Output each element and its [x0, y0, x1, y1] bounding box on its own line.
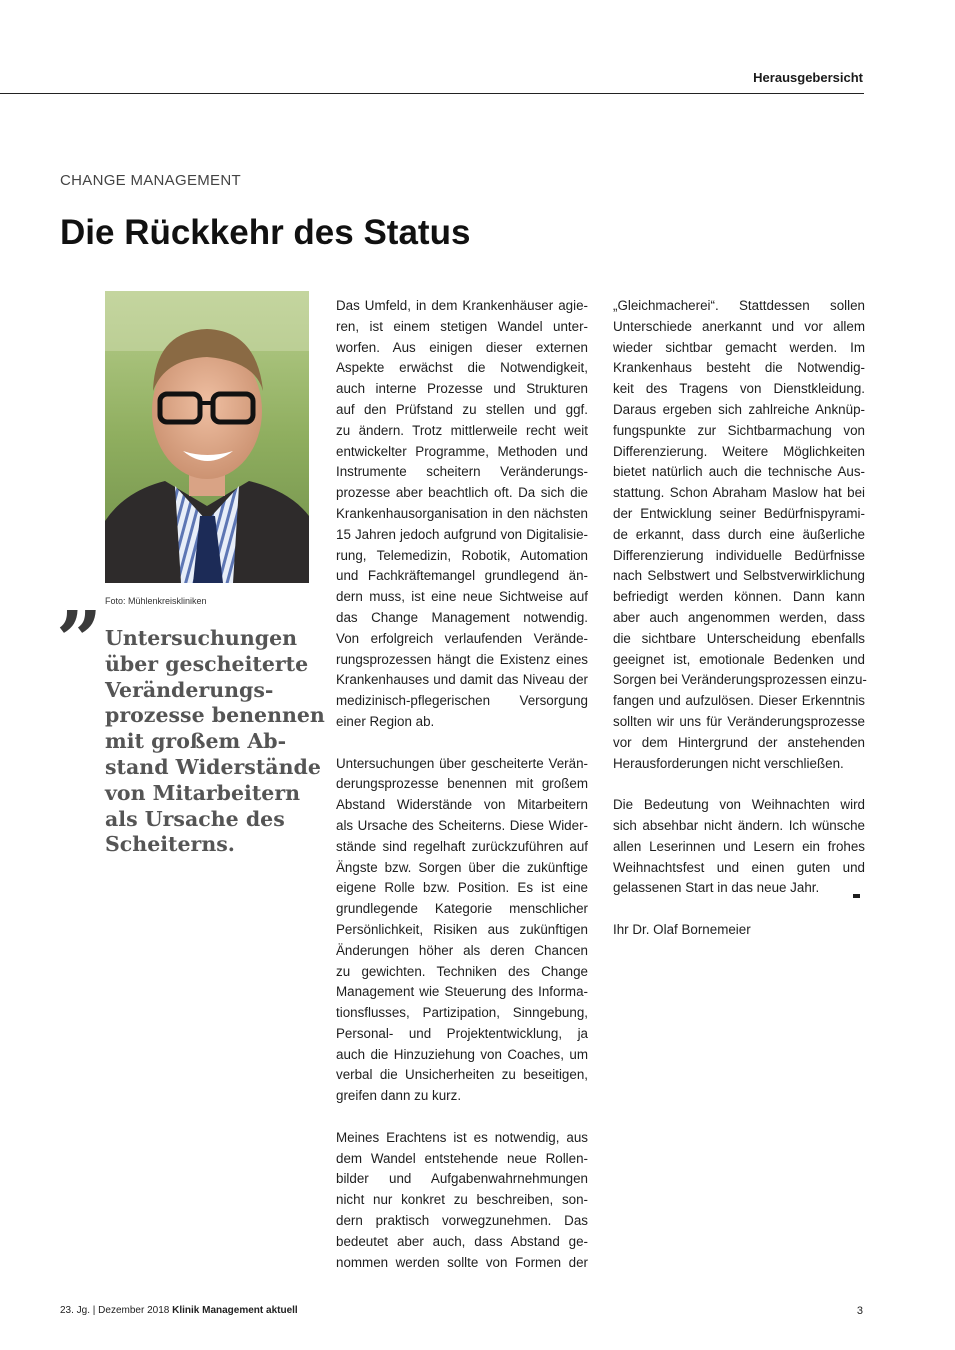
article-end-mark	[853, 894, 860, 898]
body-line: verbal die Unsicherheiten zu beseitigen,	[336, 1067, 588, 1083]
body-line: Herausforderungen nicht verschließen.	[613, 755, 844, 771]
pull-quote-line: stand Widerstände	[105, 754, 321, 779]
body-line: worfen. Aus einigen dieser externen	[336, 339, 588, 355]
body-line: Das Umfeld, in dem Krankenhäuser agie-	[336, 298, 588, 313]
body-line: keit des Tragens von Dienstkleidung.	[613, 381, 865, 397]
body-line: nach Selbstwert und Selbstverwirklichung	[613, 568, 865, 584]
body-line: vor dem Hintergrund der anstehenden	[613, 734, 865, 750]
footer-issue-info	[60, 1305, 298, 1316]
body-line: bedeutet aber auch, dass Abstand ge-	[336, 1233, 588, 1249]
pull-quote	[105, 626, 325, 858]
body-line: prozesse aber beachtlich oft. Da sich die	[336, 485, 588, 501]
pull-quote-line: mit großem Ab-	[105, 729, 287, 754]
body-line: fangen und aufzulösen. Dieser Erkenntnis	[613, 693, 865, 709]
body-line: sollten wir uns für Veränderungsprozesse	[613, 713, 865, 729]
footer-issue: 23. Jg. | Dezember 2018	[60, 1305, 170, 1316]
body-line: befriedigt werden können. Dann kann	[613, 589, 865, 605]
body-line: stattung. Schon Abraham Maslow hat bei	[613, 485, 865, 501]
body-line: Abstand Widerstände von Mitarbeitern	[336, 797, 588, 813]
body-line: „Gleichmacherei“. Stattdessen sollen	[613, 298, 865, 313]
body-line: Krankenhausorganisation in den nächsten	[336, 505, 588, 521]
body-line: Personal- und Projektentwicklung, ja	[336, 1025, 588, 1041]
body-line: auch interne Prozesse und Strukturen	[336, 381, 588, 397]
body-line: derungsprozesse benennen mit großem	[336, 776, 588, 792]
body-line: Untersuchungen über gescheiterte Verän-	[336, 755, 588, 771]
header-rule	[0, 93, 864, 94]
author-photo	[105, 291, 309, 583]
body-line: nicht nur konkret zu beschreiben, son-	[336, 1192, 588, 1208]
footer-journal: Klinik Management aktuell	[172, 1305, 298, 1316]
body-line: einer Region ab.	[336, 713, 435, 729]
body-line: und Fachkräftemangel grundlegend än-	[336, 568, 588, 584]
body-line: Persönlichkeit, Risiken aus zukünftigen	[336, 921, 588, 937]
body-line: rungsprozessen hängt die Existenz eines	[336, 651, 588, 667]
body-line: sich absehbar nicht ändern. Ich wünsche	[613, 817, 865, 833]
body-line: de erkannt, dass durch eine äußerliche	[613, 526, 865, 542]
body-line: bilder und Aufgabenwahrnehmungen	[336, 1171, 588, 1187]
body-column-2	[336, 296, 588, 1273]
body-line: Differenzierung. Weitere Möglichkeiten	[613, 443, 865, 459]
body-line: die sichtbare Unterscheidung ebenfalls	[613, 630, 865, 646]
body-line: Krankenhauses und damit das Niveau der	[336, 672, 588, 688]
pull-quote-line: Veränderungs-	[105, 677, 274, 702]
body-line: geeignet ist, emotionale Bedenken und	[613, 651, 865, 667]
body-line: fungspunkte zur Sichtbarmachung von	[613, 422, 865, 438]
author-signature: Ihr Dr. Olaf Bornemeier	[613, 921, 751, 937]
pull-quote-line: als Ursache des	[105, 806, 285, 831]
body-line: medizinisch-pflegerischen Versorgung	[336, 693, 588, 709]
body-line: auch die Hinzuziehung von Coaches, um	[336, 1046, 588, 1062]
body-line: nommen werden sollte von Formen der	[336, 1254, 588, 1270]
quote-mark-icon: ”	[56, 593, 103, 687]
body-line: zu ändern. Trotz mittlerweile recht weit	[336, 422, 588, 438]
body-line: als Ursache des Scheiterns. Diese Wider-	[336, 817, 588, 833]
body-column-3	[613, 296, 865, 941]
body-line: wieder sichtbar gemacht werden. Im	[613, 339, 865, 355]
body-line: dern muss, ist eine neue Sichtweise auf	[336, 589, 588, 605]
body-line: Änderungen höher als deren Chancen	[336, 942, 588, 958]
body-line: Aspekte erwächst die Notwendigkeit,	[336, 360, 588, 376]
body-line: Krankenhaus besteht die Notwendig-	[613, 360, 865, 376]
body-line: Weihnachtsfest und einen guten und	[613, 859, 865, 875]
body-line: allen Leserinnen und Lesern ein frohes	[613, 838, 865, 854]
body-line: Ängste bzw. Sorgen über die zukünftige	[336, 859, 588, 875]
pull-quote-line: prozesse benennen	[105, 703, 325, 728]
section-label: Herausgebersicht	[753, 70, 863, 85]
body-line: greifen dann zu kurz.	[336, 1088, 462, 1104]
body-line: Sorgen bei Veränderungsprozessen einzu-	[613, 672, 867, 688]
body-line: gelassenen Start in das neue Jahr.	[613, 880, 820, 896]
pull-quote-line: über gescheiterte	[105, 651, 309, 676]
body-line: bietet natürlich auch die technische Aus-	[613, 464, 865, 480]
body-line: Differenzierung individuelle Bedürfnisse	[613, 547, 865, 563]
body-line: eigene Rolle bzw. Position. Es ist eine	[336, 880, 588, 896]
body-line: dem Wandel entstehende neue Rollen-	[336, 1150, 588, 1166]
pull-quote-line: Untersuchungen	[105, 626, 298, 650]
body-line: entwickelter Programme, Methoden und	[336, 443, 588, 459]
body-line: Instrumente scheitern Veränderungs-	[336, 464, 588, 480]
body-line: rung, Telemedizin, Robotik, Automation	[336, 547, 588, 563]
page-number: 3	[856, 1305, 863, 1317]
photo-credit: Foto: Mühlenkreiskliniken	[105, 596, 207, 606]
body-line: Von erfolgreich verlaufenden Verände-	[336, 630, 588, 646]
body-line: stände sind regelhaft zurückzuführen auf	[336, 838, 588, 854]
article-title: Die Rückkehr des Status	[60, 213, 471, 252]
body-line: Unterschiede anerkannt und vor allem	[613, 318, 865, 334]
article-kicker: CHANGE MANAGEMENT	[60, 172, 241, 189]
body-line: aber auch angenommen werden, dass	[613, 609, 865, 625]
pull-quote-line: Scheiterns.	[105, 832, 235, 857]
body-line: das Change Management notwendig.	[336, 609, 588, 625]
body-line: ren, ist einem stetigen Wandel unter-	[336, 318, 588, 334]
body-line: 15 Jahren jedoch aufgrund von Digitalisie-	[336, 526, 588, 542]
body-line: dern praktisch vorwegzunehmen. Das	[336, 1213, 588, 1229]
body-line: zu gewichten. Techniken des Change	[336, 963, 588, 979]
body-line: Die Bedeutung von Weihnachten wird	[613, 797, 865, 813]
body-line: tionsflusses, Partizipation, Sinngebung,	[336, 1005, 588, 1021]
body-line: auf den Prüfstand zu stellen und ggf.	[336, 401, 588, 417]
pull-quote-line: von Mitarbeitern	[105, 780, 301, 805]
body-line: Daraus ergeben sich zahlreiche Anknüp-	[613, 401, 865, 417]
body-line: Meines Erachtens ist es notwendig, aus	[336, 1129, 588, 1145]
body-line: Management wie Steuerung des Informa-	[336, 984, 588, 1000]
body-line: der Entwicklung seiner Bedürfnispyrami-	[613, 505, 865, 521]
body-line: grundlegende Kategorie menschlicher	[336, 901, 588, 917]
